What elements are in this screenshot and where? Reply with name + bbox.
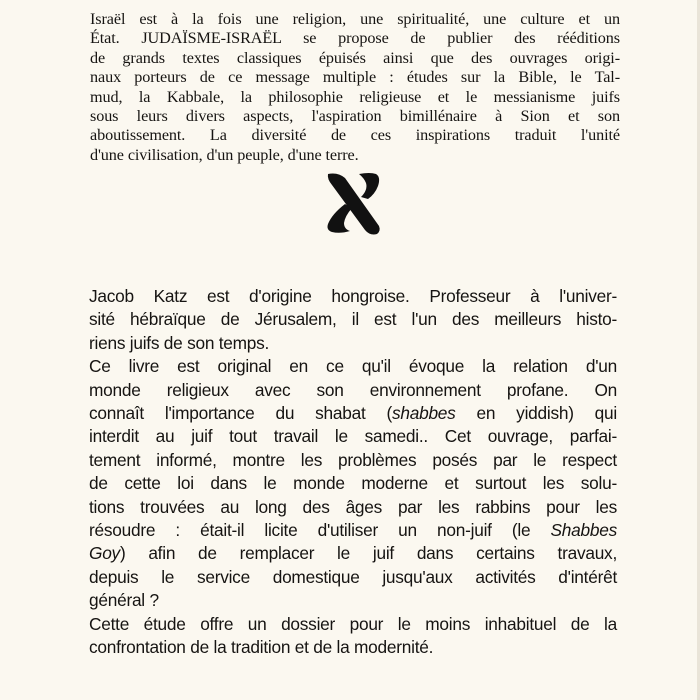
description-line: tions trouvées au long des âges par les rabbins pour les — [89, 496, 617, 517]
description-text: en yiddish) qui — [455, 403, 617, 424]
description-italic: shabbes — [391, 403, 456, 424]
series-line: aboutissement. La diversité de ces inspirations traduit l'unité — [90, 126, 620, 145]
description-line: Cette étude offre un dossier pour le moins inhabituel de la — [89, 613, 617, 634]
series-line: sous leurs divers aspects, l'aspiration bimillénaire à Sion et son — [90, 107, 620, 126]
aleph-icon — [318, 168, 388, 238]
description-text: résoudre : était-il licite d'utiliser un non-juif (le — [89, 520, 551, 541]
series-description — [90, 10, 620, 165]
description-text: ) afin de remplacer le juif dans certains travaux, — [119, 543, 617, 564]
description-line — [89, 519, 617, 542]
description-italic: Shabbes — [550, 520, 617, 541]
series-line: mud, la Kabbale, la philosophie religieuse et le messianisme juifs — [90, 87, 620, 106]
book-description — [89, 285, 617, 660]
aleph-glyph-drawing — [318, 168, 388, 238]
series-line: naux porteurs de ce message multiple : études sur la Bible, le Tal- — [90, 68, 620, 87]
description-line: général ? — [89, 590, 159, 611]
description-line — [89, 402, 617, 425]
description-italic: Goy — [89, 543, 120, 564]
description-text: connaît l'importance du shabat ( — [89, 403, 392, 424]
description-line: Ce livre est original en ce qu'il évoque la relation d'un — [89, 356, 617, 377]
description-line: de cette loi dans le monde moderne et surtout les solu- — [89, 473, 617, 494]
series-line: de grands textes classiques épuisés ainsi que des ouvrages origi- — [90, 48, 620, 67]
description-line: riens juifs de son temps. — [89, 332, 270, 353]
description-line: depuis le service domestique jusqu'aux activités d'intérêt — [89, 566, 617, 587]
series-line: État. JUDAÏSME-ISRAËL se propose de publier des rééditions — [90, 29, 620, 48]
description-line: confrontation de la tradition et de la modernité. — [89, 637, 434, 658]
description-line: interdit au juif tout travail le samedi.. Cet ouvrage, parfai- — [89, 426, 617, 447]
description-line: monde religieux avec son environnement profane. On — [89, 379, 617, 400]
description-line: Jacob Katz est d'origine hongroise. Professeur à l'univer- — [89, 286, 617, 306]
series-line: d'une civilisation, d'un peuple, d'une terre. — [90, 145, 359, 164]
description-line: tement informé, montre les problèmes posés par le respect — [89, 449, 617, 470]
series-line: Israël est à la fois une religion, une spiritualité, une culture et un — [90, 10, 620, 28]
description-line — [89, 542, 617, 565]
description-line: sité hébraïque de Jérusalem, il est l'un des meilleurs histo- — [89, 309, 617, 330]
